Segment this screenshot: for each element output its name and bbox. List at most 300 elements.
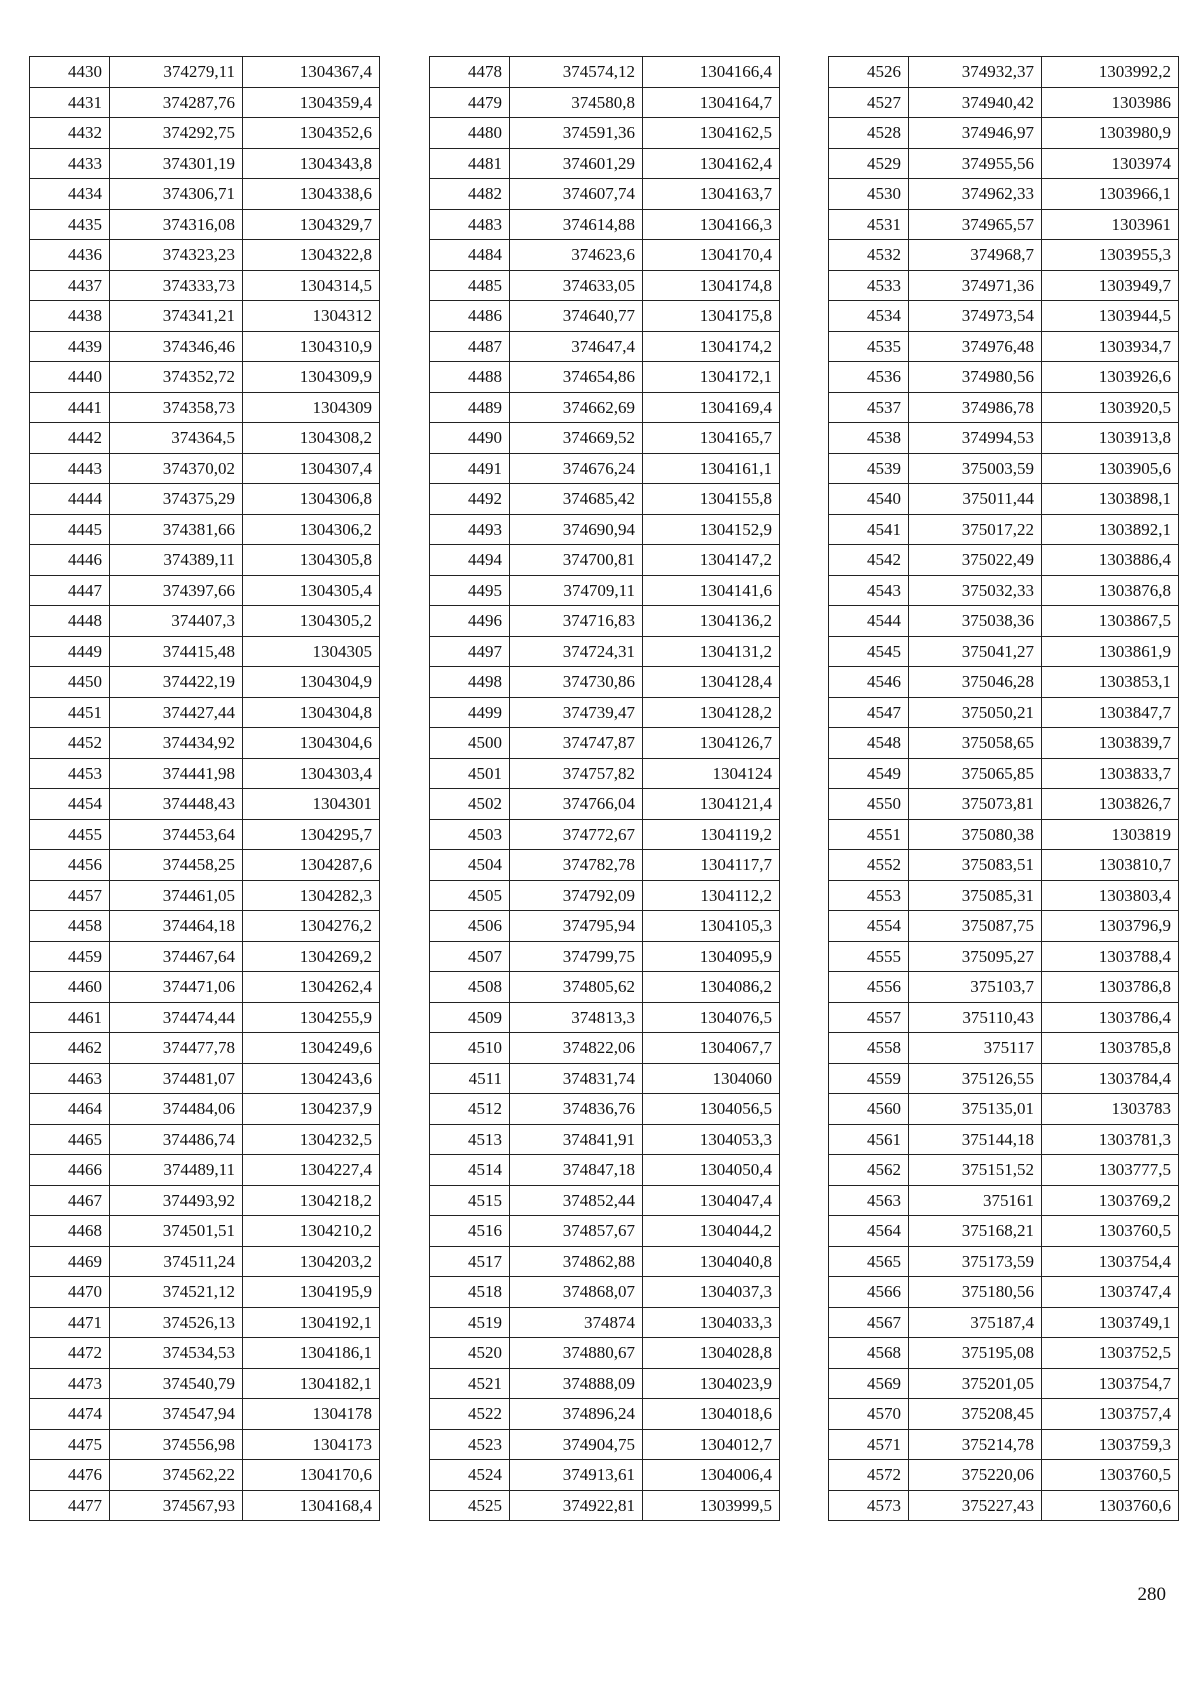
table-row (430, 1216, 780, 1247)
y-coordinate-cell: 1304182,1 (243, 1368, 380, 1399)
table-row (430, 392, 780, 423)
x-coordinate-cell: 375117 (909, 1033, 1042, 1064)
table-row (30, 758, 380, 789)
x-coordinate-cell: 375058,65 (909, 728, 1042, 759)
x-coordinate-cell: 375087,75 (909, 911, 1042, 942)
y-coordinate-cell: 1304037,3 (643, 1277, 780, 1308)
point-number-cell: 4460 (30, 972, 110, 1003)
x-coordinate-cell: 375011,44 (909, 484, 1042, 515)
point-number-cell: 4483 (430, 209, 510, 240)
point-number-cell: 4547 (829, 697, 909, 728)
x-coordinate-cell: 374301,19 (110, 148, 243, 179)
x-coordinate-cell: 374591,36 (510, 118, 643, 149)
point-number-cell: 4521 (430, 1368, 510, 1399)
point-number-cell: 4568 (829, 1338, 909, 1369)
table-row (829, 148, 1179, 179)
point-number-cell: 4433 (30, 148, 110, 179)
point-number-cell: 4551 (829, 819, 909, 850)
y-coordinate-cell: 1303749,1 (1042, 1307, 1179, 1338)
table-row (30, 362, 380, 393)
x-coordinate-cell: 375110,43 (909, 1002, 1042, 1033)
table-row (30, 392, 380, 423)
x-coordinate-cell: 374323,23 (110, 240, 243, 271)
point-number-cell: 4452 (30, 728, 110, 759)
x-coordinate-cell: 374352,72 (110, 362, 243, 393)
x-coordinate-cell: 374640,77 (510, 301, 643, 332)
point-number-cell: 4475 (30, 1429, 110, 1460)
table-row (30, 423, 380, 454)
x-coordinate-cell: 374389,11 (110, 545, 243, 576)
x-coordinate-cell: 374709,11 (510, 575, 643, 606)
point-number-cell: 4503 (430, 819, 510, 850)
x-coordinate-cell: 375195,08 (909, 1338, 1042, 1369)
y-coordinate-cell: 1304165,7 (643, 423, 780, 454)
table-row (829, 362, 1179, 393)
point-number-cell: 4566 (829, 1277, 909, 1308)
table-row (829, 301, 1179, 332)
table-row (30, 728, 380, 759)
table-row (829, 606, 1179, 637)
x-coordinate-cell: 375003,59 (909, 453, 1042, 484)
x-coordinate-cell: 374397,66 (110, 575, 243, 606)
x-coordinate-cell: 374700,81 (510, 545, 643, 576)
x-coordinate-cell: 374841,91 (510, 1124, 643, 1155)
y-coordinate-cell: 1303747,4 (1042, 1277, 1179, 1308)
point-number-cell: 4476 (30, 1460, 110, 1491)
y-coordinate-cell: 1304163,7 (643, 179, 780, 210)
point-number-cell: 4516 (430, 1216, 510, 1247)
x-coordinate-cell: 375201,05 (909, 1368, 1042, 1399)
point-number-cell: 4453 (30, 758, 110, 789)
x-coordinate-cell: 375151,52 (909, 1155, 1042, 1186)
y-coordinate-cell: 1304012,7 (643, 1429, 780, 1460)
y-coordinate-cell: 1304243,6 (243, 1063, 380, 1094)
x-coordinate-cell: 374375,29 (110, 484, 243, 515)
y-coordinate-cell: 1304023,9 (643, 1368, 780, 1399)
x-coordinate-cell: 374511,24 (110, 1246, 243, 1277)
x-coordinate-cell: 374434,92 (110, 728, 243, 759)
point-number-cell: 4573 (829, 1490, 909, 1521)
y-coordinate-cell: 1304255,9 (243, 1002, 380, 1033)
y-coordinate-cell: 1304307,4 (243, 453, 380, 484)
x-coordinate-cell: 375065,85 (909, 758, 1042, 789)
x-coordinate-cell: 374757,82 (510, 758, 643, 789)
point-number-cell: 4533 (829, 270, 909, 301)
point-number-cell: 4495 (430, 575, 510, 606)
point-number-cell: 4457 (30, 880, 110, 911)
point-number-cell: 4465 (30, 1124, 110, 1155)
x-coordinate-cell: 374279,11 (110, 57, 243, 88)
x-coordinate-cell: 374415,48 (110, 636, 243, 667)
table-row (430, 514, 780, 545)
point-number-cell: 4505 (430, 880, 510, 911)
table-row (30, 911, 380, 942)
y-coordinate-cell: 1304249,6 (243, 1033, 380, 1064)
y-coordinate-cell: 1303876,8 (1042, 575, 1179, 606)
point-number-cell: 4508 (430, 972, 510, 1003)
x-coordinate-cell: 375135,01 (909, 1094, 1042, 1125)
y-coordinate-cell: 1304305,8 (243, 545, 380, 576)
table-row (829, 484, 1179, 515)
point-number-cell: 4562 (829, 1155, 909, 1186)
x-coordinate-cell: 374333,73 (110, 270, 243, 301)
point-number-cell: 4469 (30, 1246, 110, 1277)
table-row (829, 1063, 1179, 1094)
table-row (30, 148, 380, 179)
x-coordinate-cell: 375208,45 (909, 1399, 1042, 1430)
point-number-cell: 4543 (829, 575, 909, 606)
x-coordinate-cell: 374381,66 (110, 514, 243, 545)
point-number-cell: 4496 (430, 606, 510, 637)
x-coordinate-cell: 374676,24 (510, 453, 643, 484)
point-number-cell: 4539 (829, 453, 909, 484)
y-coordinate-cell: 1304105,3 (643, 911, 780, 942)
point-number-cell: 4554 (829, 911, 909, 942)
y-coordinate-cell: 1304128,4 (643, 667, 780, 698)
y-coordinate-cell: 1303781,3 (1042, 1124, 1179, 1155)
x-coordinate-cell: 375041,27 (909, 636, 1042, 667)
x-coordinate-cell: 374633,05 (510, 270, 643, 301)
table-row (430, 880, 780, 911)
table-row (829, 789, 1179, 820)
y-coordinate-cell: 1303757,4 (1042, 1399, 1179, 1430)
table-row (430, 1399, 780, 1430)
table-row (430, 423, 780, 454)
y-coordinate-cell: 1304237,9 (243, 1094, 380, 1125)
point-number-cell: 4571 (829, 1429, 909, 1460)
y-coordinate-cell: 1303752,5 (1042, 1338, 1179, 1369)
y-coordinate-cell: 1304269,2 (243, 941, 380, 972)
x-coordinate-cell: 374946,97 (909, 118, 1042, 149)
y-coordinate-cell: 1304314,5 (243, 270, 380, 301)
table-row (829, 1338, 1179, 1369)
table-row (829, 1429, 1179, 1460)
table-row (829, 1307, 1179, 1338)
table-row (829, 270, 1179, 301)
table-row (30, 1246, 380, 1277)
y-coordinate-cell: 1304161,1 (643, 453, 780, 484)
x-coordinate-cell: 374567,93 (110, 1490, 243, 1521)
y-coordinate-cell: 1303760,5 (1042, 1460, 1179, 1491)
y-coordinate-cell: 1303760,5 (1042, 1216, 1179, 1247)
point-number-cell: 4561 (829, 1124, 909, 1155)
y-coordinate-cell: 1303833,7 (1042, 758, 1179, 789)
x-coordinate-cell: 374526,13 (110, 1307, 243, 1338)
coordinate-table-1 (29, 56, 380, 1521)
y-coordinate-cell: 1304305 (243, 636, 380, 667)
point-number-cell: 4444 (30, 484, 110, 515)
point-number-cell: 4534 (829, 301, 909, 332)
y-coordinate-cell: 1304112,2 (643, 880, 780, 911)
table-row (30, 1429, 380, 1460)
table-row (30, 331, 380, 362)
table-row (430, 1460, 780, 1491)
y-coordinate-cell: 1304162,4 (643, 148, 780, 179)
x-coordinate-cell: 374422,19 (110, 667, 243, 698)
y-coordinate-cell: 1304174,2 (643, 331, 780, 362)
table-row (430, 728, 780, 759)
y-coordinate-cell: 1304352,6 (243, 118, 380, 149)
y-coordinate-cell: 1304305,4 (243, 575, 380, 606)
y-coordinate-cell: 1304053,3 (643, 1124, 780, 1155)
point-number-cell: 4440 (30, 362, 110, 393)
x-coordinate-cell: 374358,73 (110, 392, 243, 423)
table-row (829, 1033, 1179, 1064)
table-row (430, 1490, 780, 1521)
table-row (30, 1002, 380, 1033)
point-number-cell: 4537 (829, 392, 909, 423)
point-number-cell: 4560 (829, 1094, 909, 1125)
x-coordinate-cell: 374662,69 (510, 392, 643, 423)
point-number-cell: 4507 (430, 941, 510, 972)
point-number-cell: 4520 (430, 1338, 510, 1369)
point-number-cell: 4448 (30, 606, 110, 637)
point-number-cell: 4531 (829, 209, 909, 240)
table-row (430, 1155, 780, 1186)
table-row (829, 972, 1179, 1003)
y-coordinate-cell: 1304218,2 (243, 1185, 380, 1216)
table-row (829, 1216, 1179, 1247)
table-row (829, 911, 1179, 942)
point-number-cell: 4550 (829, 789, 909, 820)
y-coordinate-cell: 1304050,4 (643, 1155, 780, 1186)
y-coordinate-cell: 1303886,4 (1042, 545, 1179, 576)
y-coordinate-cell: 1304338,6 (243, 179, 380, 210)
table-row (30, 270, 380, 301)
point-number-cell: 4536 (829, 362, 909, 393)
point-number-cell: 4443 (30, 453, 110, 484)
y-coordinate-cell: 1303961 (1042, 209, 1179, 240)
y-coordinate-cell: 1304166,3 (643, 209, 780, 240)
y-coordinate-cell: 1303986 (1042, 87, 1179, 118)
table-row (30, 1155, 380, 1186)
y-coordinate-cell: 1304172,1 (643, 362, 780, 393)
x-coordinate-cell: 374484,06 (110, 1094, 243, 1125)
y-coordinate-cell: 1304232,5 (243, 1124, 380, 1155)
point-number-cell: 4511 (430, 1063, 510, 1094)
x-coordinate-cell: 375032,33 (909, 575, 1042, 606)
x-coordinate-cell: 374868,07 (510, 1277, 643, 1308)
y-coordinate-cell: 1304276,2 (243, 911, 380, 942)
table-row (829, 941, 1179, 972)
table-row (829, 880, 1179, 911)
x-coordinate-cell: 374962,33 (909, 179, 1042, 210)
point-number-cell: 4555 (829, 941, 909, 972)
y-coordinate-cell: 1303754,7 (1042, 1368, 1179, 1399)
y-coordinate-cell: 1304287,6 (243, 850, 380, 881)
point-number-cell: 4538 (829, 423, 909, 454)
table-row (430, 240, 780, 271)
x-coordinate-cell: 375080,38 (909, 819, 1042, 850)
table-row (30, 667, 380, 698)
point-number-cell: 4487 (430, 331, 510, 362)
y-coordinate-cell: 1304186,1 (243, 1338, 380, 1369)
y-coordinate-cell: 1303839,7 (1042, 728, 1179, 759)
table-row (30, 819, 380, 850)
table-row (30, 57, 380, 88)
y-coordinate-cell: 1304124 (643, 758, 780, 789)
y-coordinate-cell: 1303847,7 (1042, 697, 1179, 728)
y-coordinate-cell: 1303999,5 (643, 1490, 780, 1521)
y-coordinate-cell: 1304155,8 (643, 484, 780, 515)
point-number-cell: 4437 (30, 270, 110, 301)
y-coordinate-cell: 1303926,6 (1042, 362, 1179, 393)
table-row (829, 1490, 1179, 1521)
x-coordinate-cell: 374489,11 (110, 1155, 243, 1186)
x-coordinate-cell: 374574,12 (510, 57, 643, 88)
table-row (430, 1307, 780, 1338)
x-coordinate-cell: 374980,56 (909, 362, 1042, 393)
y-coordinate-cell: 1304141,6 (643, 575, 780, 606)
point-number-cell: 4499 (430, 697, 510, 728)
table-row (30, 1033, 380, 1064)
y-coordinate-cell: 1304303,4 (243, 758, 380, 789)
y-coordinate-cell: 1303786,8 (1042, 972, 1179, 1003)
y-coordinate-cell: 1304170,6 (243, 1460, 380, 1491)
y-coordinate-cell: 1304164,7 (643, 87, 780, 118)
x-coordinate-cell: 374955,56 (909, 148, 1042, 179)
table-row (30, 972, 380, 1003)
y-coordinate-cell: 1303754,4 (1042, 1246, 1179, 1277)
x-coordinate-cell: 374739,47 (510, 697, 643, 728)
x-coordinate-cell: 374685,42 (510, 484, 643, 515)
point-number-cell: 4446 (30, 545, 110, 576)
y-coordinate-cell: 1304126,7 (643, 728, 780, 759)
x-coordinate-cell: 374341,21 (110, 301, 243, 332)
x-coordinate-cell: 375083,51 (909, 850, 1042, 881)
point-number-cell: 4558 (829, 1033, 909, 1064)
point-number-cell: 4462 (30, 1033, 110, 1064)
point-number-cell: 4492 (430, 484, 510, 515)
table-row (430, 301, 780, 332)
point-number-cell: 4473 (30, 1368, 110, 1399)
x-coordinate-cell: 374540,79 (110, 1368, 243, 1399)
point-number-cell: 4522 (430, 1399, 510, 1430)
y-coordinate-cell: 1304322,8 (243, 240, 380, 271)
x-coordinate-cell: 374477,78 (110, 1033, 243, 1064)
y-coordinate-cell: 1304168,4 (243, 1490, 380, 1521)
x-coordinate-cell: 375022,49 (909, 545, 1042, 576)
y-coordinate-cell: 1304033,3 (643, 1307, 780, 1338)
point-number-cell: 4497 (430, 636, 510, 667)
y-coordinate-cell: 1304301 (243, 789, 380, 820)
x-coordinate-cell: 374799,75 (510, 941, 643, 972)
x-coordinate-cell: 374601,29 (510, 148, 643, 179)
point-number-cell: 4517 (430, 1246, 510, 1277)
point-number-cell: 4486 (430, 301, 510, 332)
table-row (30, 1307, 380, 1338)
x-coordinate-cell: 374913,61 (510, 1460, 643, 1491)
y-coordinate-cell: 1304227,4 (243, 1155, 380, 1186)
table-row (829, 1277, 1179, 1308)
point-number-cell: 4513 (430, 1124, 510, 1155)
table-row (430, 331, 780, 362)
x-coordinate-cell: 374874 (510, 1307, 643, 1338)
point-number-cell: 4432 (30, 118, 110, 149)
x-coordinate-cell: 374287,76 (110, 87, 243, 118)
y-coordinate-cell: 1304192,1 (243, 1307, 380, 1338)
table-row (829, 819, 1179, 850)
x-coordinate-cell: 375187,4 (909, 1307, 1042, 1338)
y-coordinate-cell: 1304147,2 (643, 545, 780, 576)
y-coordinate-cell: 1304047,4 (643, 1185, 780, 1216)
point-number-cell: 4501 (430, 758, 510, 789)
y-coordinate-cell: 1304359,4 (243, 87, 380, 118)
y-coordinate-cell: 1304262,4 (243, 972, 380, 1003)
point-number-cell: 4544 (829, 606, 909, 637)
y-coordinate-cell: 1303934,7 (1042, 331, 1179, 362)
point-number-cell: 4540 (829, 484, 909, 515)
point-number-cell: 4489 (430, 392, 510, 423)
point-number-cell: 4470 (30, 1277, 110, 1308)
page-number: 280 (1137, 1584, 1166, 1605)
point-number-cell: 4435 (30, 209, 110, 240)
point-number-cell: 4556 (829, 972, 909, 1003)
x-coordinate-cell: 375126,55 (909, 1063, 1042, 1094)
x-coordinate-cell: 374805,62 (510, 972, 643, 1003)
point-number-cell: 4463 (30, 1063, 110, 1094)
table-row (430, 1033, 780, 1064)
point-number-cell: 4471 (30, 1307, 110, 1338)
x-coordinate-cell: 374880,67 (510, 1338, 643, 1369)
point-number-cell: 4436 (30, 240, 110, 271)
table-row (430, 758, 780, 789)
y-coordinate-cell: 1304210,2 (243, 1216, 380, 1247)
y-coordinate-cell: 1304086,2 (643, 972, 780, 1003)
x-coordinate-cell: 374467,64 (110, 941, 243, 972)
y-coordinate-cell: 1304309 (243, 392, 380, 423)
table-row (30, 484, 380, 515)
y-coordinate-cell: 1304304,6 (243, 728, 380, 759)
table-row (829, 1094, 1179, 1125)
y-coordinate-cell: 1303861,9 (1042, 636, 1179, 667)
point-number-cell: 4569 (829, 1368, 909, 1399)
table-row (829, 209, 1179, 240)
table-row (430, 1368, 780, 1399)
table-row (829, 118, 1179, 149)
point-number-cell: 4480 (430, 118, 510, 149)
x-coordinate-cell: 374427,44 (110, 697, 243, 728)
point-number-cell: 4482 (430, 179, 510, 210)
y-coordinate-cell: 1304304,9 (243, 667, 380, 698)
point-number-cell: 4467 (30, 1185, 110, 1216)
table-row (430, 941, 780, 972)
point-number-cell: 4519 (430, 1307, 510, 1338)
x-coordinate-cell: 374690,94 (510, 514, 643, 545)
y-coordinate-cell: 1303760,6 (1042, 1490, 1179, 1521)
point-number-cell: 4441 (30, 392, 110, 423)
point-number-cell: 4510 (430, 1033, 510, 1064)
x-coordinate-cell: 374580,8 (510, 87, 643, 118)
table-row (829, 331, 1179, 362)
y-coordinate-cell: 1304018,6 (643, 1399, 780, 1430)
point-number-cell: 4454 (30, 789, 110, 820)
x-coordinate-cell: 374724,31 (510, 636, 643, 667)
x-coordinate-cell: 374968,7 (909, 240, 1042, 271)
table-row (30, 118, 380, 149)
table-row (30, 880, 380, 911)
table-row (430, 148, 780, 179)
point-number-cell: 4484 (430, 240, 510, 271)
table-row (430, 362, 780, 393)
y-coordinate-cell: 1303810,7 (1042, 850, 1179, 881)
point-number-cell: 4552 (829, 850, 909, 881)
y-coordinate-cell: 1304343,8 (243, 148, 380, 179)
x-coordinate-cell: 374904,75 (510, 1429, 643, 1460)
point-number-cell: 4490 (430, 423, 510, 454)
y-coordinate-cell: 1303920,5 (1042, 392, 1179, 423)
point-number-cell: 4434 (30, 179, 110, 210)
